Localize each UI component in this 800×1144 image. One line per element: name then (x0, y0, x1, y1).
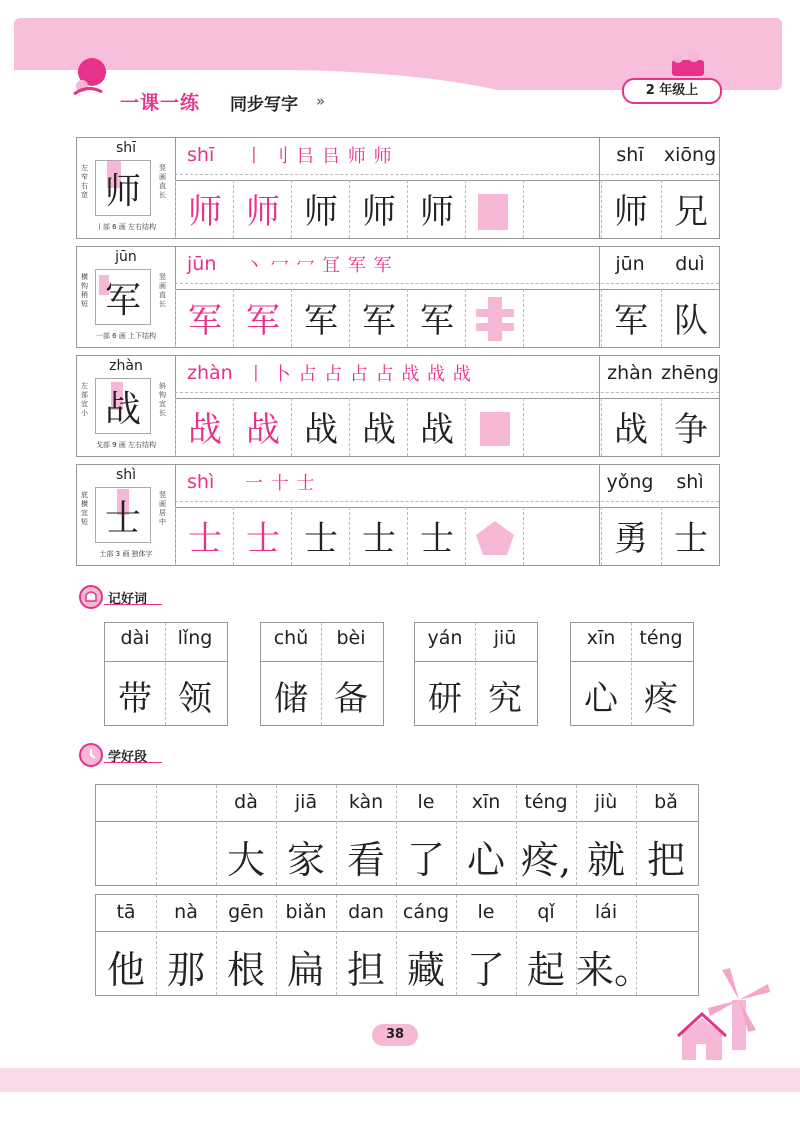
word-cell (601, 507, 660, 565)
word-cell (661, 289, 720, 347)
copy-cell (407, 507, 466, 565)
stroke-order: 丶 冖 冖 冝 军 军 (245, 255, 393, 276)
word-char: 队 (674, 301, 708, 341)
empty-cell (523, 507, 582, 565)
passage-line-1 (95, 784, 699, 886)
grid-line (175, 174, 719, 175)
copy-char: 战 (420, 410, 454, 450)
passage-pinyin: jiā (294, 791, 318, 813)
right-note: 竖画居中 (159, 491, 166, 526)
chevron-icon: » (316, 92, 326, 110)
passage-char: 了 (406, 838, 445, 882)
empty-cell (523, 289, 582, 347)
word-cell (661, 398, 720, 456)
trace-shape-cell (465, 289, 524, 347)
word-pinyin: yǒng (606, 471, 654, 493)
copy-cell (349, 507, 408, 565)
bottom-note: 一部 6 画 上下结构 (95, 332, 157, 340)
copy-char: 军 (304, 301, 338, 341)
trace-shape-cell (465, 180, 524, 238)
copy-cell (233, 507, 292, 565)
word-pinyin: zhàn (607, 362, 653, 384)
word-char: 兄 (674, 192, 708, 232)
copy-cell (291, 398, 350, 456)
word-box (570, 622, 694, 726)
copy-cell (291, 289, 350, 347)
char-info-panel (77, 356, 176, 456)
right-note: 斜钩宜长 (159, 382, 166, 417)
grid-line (175, 501, 719, 502)
left-note: 左部宜小 (81, 382, 88, 417)
page-number: 38 (372, 1024, 418, 1046)
passage-char: 心 (466, 838, 505, 882)
trace-shape (474, 519, 516, 557)
cake-icon (664, 46, 714, 80)
stroke-order: 丨 刂 㠯 㠯 师 师 (245, 146, 393, 167)
char-grid-box (95, 378, 151, 434)
copy-char: 士 (420, 519, 454, 559)
word-char: 备 (334, 679, 368, 719)
passage-char: 根 (226, 948, 265, 992)
copy-char: 师 (420, 192, 454, 232)
word-box (104, 622, 228, 726)
passage-char: 把 (646, 838, 685, 882)
copy-cell (407, 289, 466, 347)
bottom-note: 士部 3 画 独体字 (99, 550, 153, 558)
word-pinyin: duì (675, 253, 705, 275)
char-info-panel (77, 138, 176, 238)
passage-char: 来。 (576, 948, 653, 992)
section-subtitle: 同步写字 (230, 95, 298, 115)
right-note: 竖画直长 (159, 273, 166, 308)
passage-pinyin: gēn (228, 901, 264, 923)
word-char: 师 (614, 192, 648, 232)
passage-pinyin: bǎ (654, 791, 678, 813)
copy-cell (349, 180, 408, 238)
word-char: 领 (178, 679, 212, 719)
word-pinyin: shī (616, 144, 644, 166)
passage-pinyin: qǐ (537, 901, 555, 923)
copy-cell (349, 289, 408, 347)
copy-char: 师 (246, 192, 280, 232)
copy-char: 军 (362, 301, 396, 341)
copy-cell (175, 289, 234, 347)
practice-row (76, 137, 720, 239)
stroke-pinyin: shì (187, 471, 215, 493)
word-char: 勇 (614, 519, 648, 559)
word-cell (661, 180, 720, 238)
copy-cell (233, 398, 292, 456)
passage-char: 看 (346, 838, 385, 882)
passage-char: 疼, (520, 838, 572, 882)
word-char: 争 (674, 410, 708, 450)
series-title: 一课一练 (120, 92, 201, 114)
word-char: 军 (614, 301, 648, 341)
copy-cell (349, 398, 408, 456)
char-grid-box (95, 160, 151, 216)
mascot-icon (68, 50, 112, 100)
passage-pinyin: cáng (402, 901, 450, 923)
passage-pinyin: jiù (594, 791, 618, 813)
empty-cell (523, 180, 582, 238)
word-cell (601, 289, 660, 347)
char-info-panel (77, 247, 176, 347)
passage-char: 了 (466, 948, 505, 992)
bottom-note: 戈部 9 画 左右结构 (95, 441, 157, 449)
char-pinyin: jūn (115, 249, 137, 265)
trace-shape (480, 412, 510, 446)
stroke-pinyin: zhàn (187, 362, 233, 384)
copy-cell (233, 289, 292, 347)
word-box (260, 622, 384, 726)
passage-char: 家 (286, 838, 325, 882)
word-pinyin: lǐng (177, 627, 213, 649)
stroke-order: 一 十 士 (245, 473, 316, 494)
passage-pinyin: téng (524, 791, 568, 813)
word-char: 心 (584, 679, 618, 719)
right-note: 竖画直长 (159, 164, 166, 199)
passage-char: 扁 (286, 948, 325, 992)
grid-line (415, 661, 537, 662)
copy-cell (175, 507, 234, 565)
char-grid-box (95, 487, 151, 543)
copy-char: 士 (246, 519, 280, 559)
copy-char: 士 (188, 519, 222, 559)
word-pinyin: zhēng (661, 362, 719, 384)
passage-char: 就 (586, 838, 625, 882)
main-char: 军 (104, 280, 141, 321)
passage-pinyin: kàn (348, 791, 384, 813)
stroke-pinyin: jūn (187, 253, 217, 275)
copy-char: 师 (188, 192, 222, 232)
grid-line (599, 138, 600, 238)
word-cell (601, 180, 660, 238)
grid-line (96, 821, 698, 822)
main-char: 战 (104, 389, 141, 430)
passage-char: 藏 (406, 948, 445, 992)
copy-char: 战 (362, 410, 396, 450)
copy-char: 战 (246, 410, 280, 450)
word-char: 士 (674, 519, 708, 559)
word-pinyin: bèi (336, 627, 366, 649)
passage-pinyin: le (417, 791, 435, 813)
copy-char: 士 (304, 519, 338, 559)
word-pinyin: jūn (615, 253, 645, 275)
word-cell (661, 507, 720, 565)
grid-line (175, 392, 719, 393)
grade-badge: 2 年级上 (622, 78, 722, 104)
grid-line (599, 356, 600, 456)
trace-shape (488, 297, 502, 341)
copy-cell (291, 180, 350, 238)
passage-pinyin: xīn (471, 791, 501, 813)
copy-cell (407, 398, 466, 456)
passage-pinyin: dà (234, 791, 258, 813)
copy-char: 师 (362, 192, 396, 232)
main-char: 士 (104, 498, 141, 539)
word-char: 战 (614, 410, 648, 450)
copy-char: 战 (188, 410, 222, 450)
word-pinyin: yán (427, 627, 463, 649)
windmill-house-icon (672, 960, 784, 1070)
passage-char: 担 (346, 948, 385, 992)
word-pinyin: téng (639, 627, 683, 649)
passage-pinyin: biǎn (285, 901, 327, 923)
grid-line (105, 661, 227, 662)
practice-row (76, 355, 720, 457)
grid-line (96, 931, 698, 932)
clock-icon (78, 742, 104, 768)
copy-char: 军 (246, 301, 280, 341)
left-note: 底横宜短 (81, 491, 88, 526)
grid-line (175, 283, 719, 284)
copy-char: 士 (362, 519, 396, 559)
copy-char: 军 (420, 301, 454, 341)
passage-pinyin: nà (174, 901, 198, 923)
word-char: 研 (428, 679, 462, 719)
trace-shape-cell (465, 398, 524, 456)
word-pinyin: shì (676, 471, 704, 493)
passage-pinyin: le (477, 901, 495, 923)
word-box (414, 622, 538, 726)
stroke-order: 丨 卜 占 占 占 占 战 战 战 (247, 364, 472, 385)
copy-cell (233, 180, 292, 238)
trace-shape (478, 194, 508, 230)
page-header (0, 0, 800, 130)
passage-char: 起 (526, 948, 565, 992)
char-grid-box (95, 269, 151, 325)
bell-icon (78, 584, 104, 610)
word-cell (601, 398, 660, 456)
copy-char: 师 (304, 192, 338, 232)
passage-section-title: 学好段 (108, 750, 148, 765)
word-pinyin: jiū (493, 627, 517, 649)
word-pinyin: chǔ (273, 627, 309, 649)
char-pinyin: shì (115, 467, 137, 483)
passage-char: 那 (166, 948, 205, 992)
copy-cell (291, 507, 350, 565)
word-char: 疼 (644, 679, 678, 719)
copy-char: 战 (304, 410, 338, 450)
passage-pinyin: tā (116, 901, 136, 923)
copy-cell (175, 398, 234, 456)
word-pinyin: xiōng (663, 144, 717, 166)
grid-line (571, 661, 693, 662)
passage-line-2 (95, 894, 699, 996)
footer-band (0, 1068, 800, 1092)
grid-line (599, 247, 600, 347)
char-pinyin: zhàn (109, 358, 143, 374)
passage-pinyin: lái (594, 901, 618, 923)
left-note: 横钩稍短 (81, 273, 88, 308)
left-note: 左窄右宽 (81, 164, 88, 199)
empty-cell (523, 398, 582, 456)
copy-char: 军 (188, 301, 222, 341)
word-char: 带 (118, 679, 152, 719)
practice-row (76, 246, 720, 348)
grid-line (599, 465, 600, 565)
copy-cell (175, 180, 234, 238)
passage-char: 他 (106, 948, 145, 992)
passage-char: 大 (226, 838, 265, 882)
trace-shape-cell (465, 507, 524, 565)
word-char: 究 (488, 679, 522, 719)
word-pinyin: dài (120, 627, 150, 649)
char-info-panel (77, 465, 176, 565)
words-section-title: 记好词 (108, 592, 148, 607)
char-pinyin: shī (115, 140, 137, 156)
passage-pinyin: dan (348, 901, 384, 923)
stroke-pinyin: shī (187, 144, 215, 166)
practice-row (76, 464, 720, 566)
copy-cell (407, 180, 466, 238)
main-char: 师 (104, 171, 141, 212)
bottom-note: 丨部 6 画 左右结构 (95, 223, 157, 231)
word-pinyin: xīn (586, 627, 616, 649)
word-char: 储 (274, 679, 308, 719)
grid-line (636, 895, 637, 995)
grid-line (261, 661, 383, 662)
grid-line (156, 785, 157, 885)
